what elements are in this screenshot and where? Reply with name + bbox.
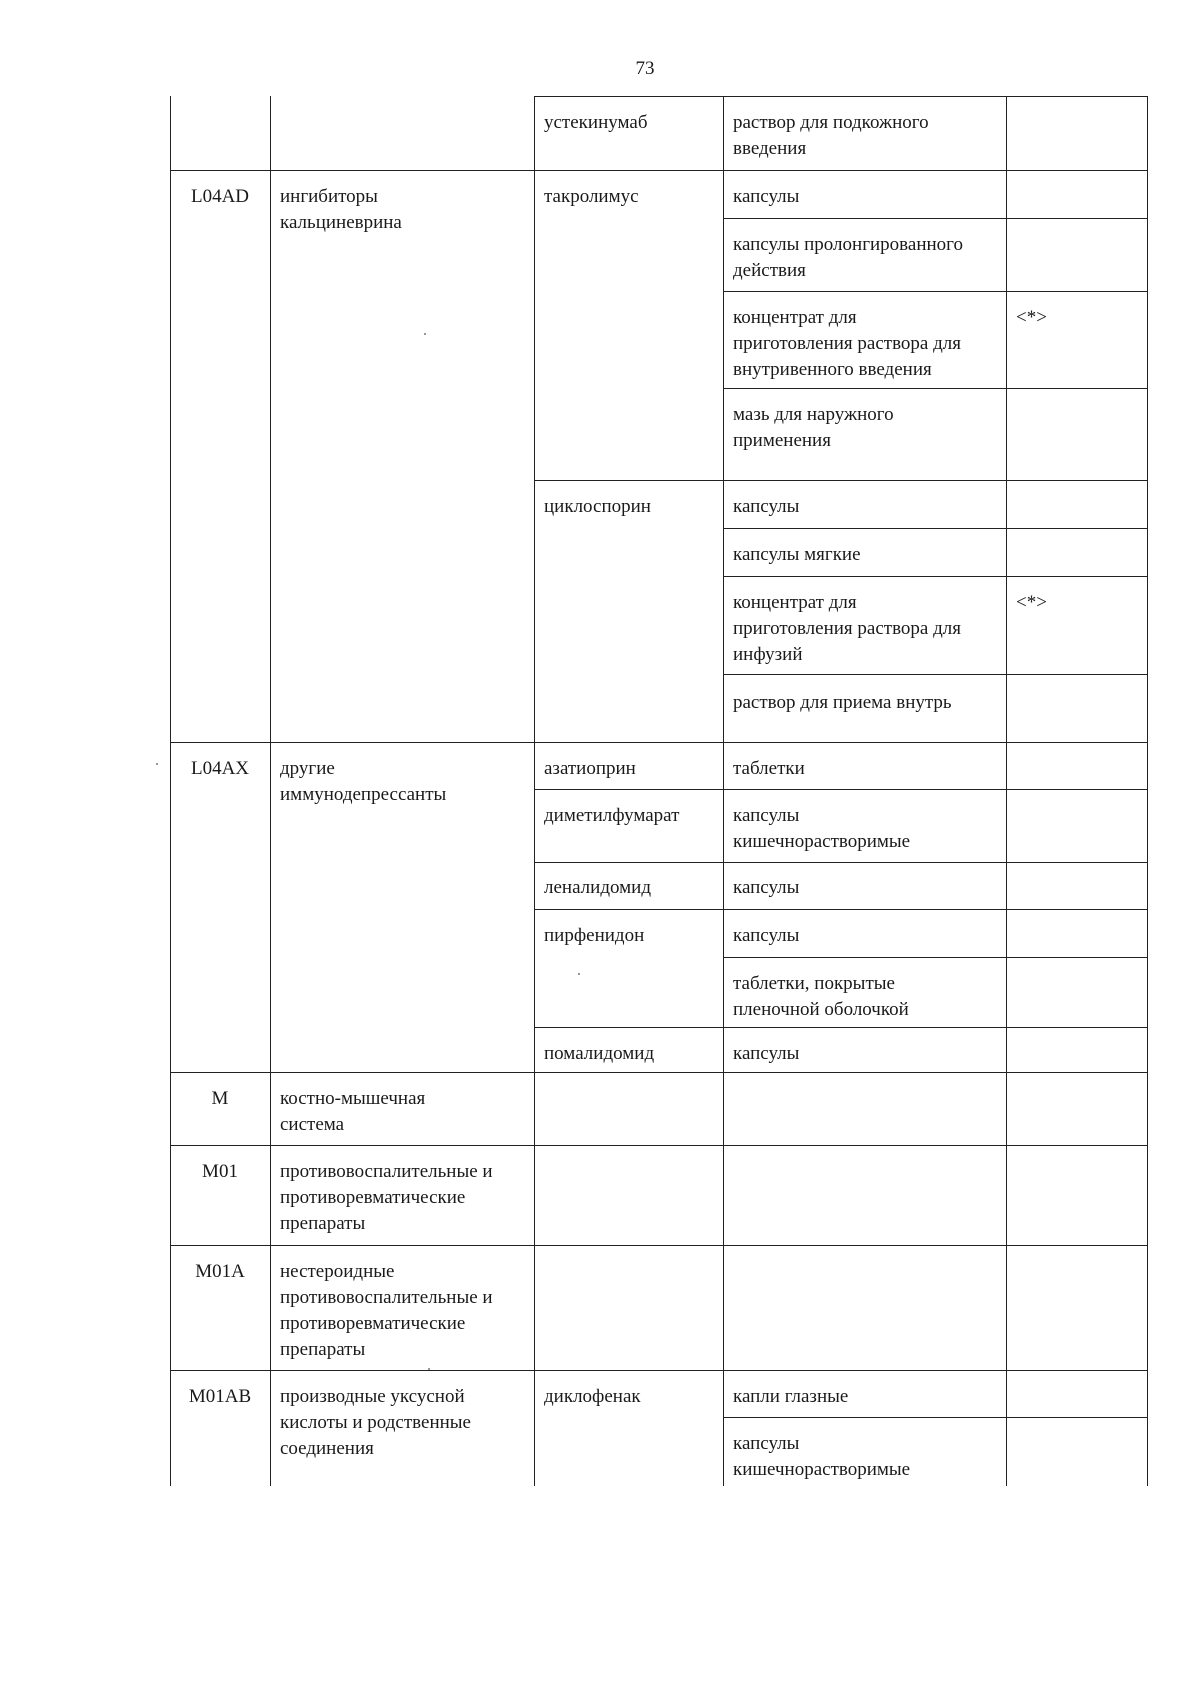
row-line	[170, 1145, 1147, 1146]
dosage-form: капсулы мягкие	[733, 544, 861, 565]
dosage-form: раствор для приема внутрь	[733, 692, 952, 713]
dosage-form: капсулы пролонгированного действия	[733, 234, 963, 281]
dosage-form: раствор для подкожного введения	[733, 112, 929, 159]
atc-code: M01AB	[188, 1386, 252, 1407]
atc-code: M	[211, 1088, 229, 1109]
drug-name: циклоспорин	[544, 496, 651, 517]
dosage-form: концентрат для приготовления раствора для внутривенного введения	[733, 307, 961, 380]
drug-name: помалидомид	[544, 1043, 655, 1064]
row-line	[723, 388, 1147, 389]
atc-group: костно-мышечная система	[280, 1088, 426, 1135]
page-number: 73	[635, 58, 655, 79]
dosage-form: капсулы	[733, 1043, 800, 1064]
row-line	[534, 789, 1147, 790]
drug-name: такролимус	[544, 186, 639, 207]
drug-name: устекинумаб	[544, 112, 648, 133]
row-line	[170, 742, 1147, 743]
col-line-6	[1147, 96, 1148, 1486]
dosage-form: концентрат для приготовления раствора для инфузий	[733, 592, 961, 665]
row-line	[534, 909, 1147, 910]
row-line	[534, 862, 1147, 863]
row-line	[170, 1245, 1147, 1246]
row-line	[723, 957, 1147, 958]
dosage-form: капсулы	[733, 186, 800, 207]
scan-speck	[156, 763, 158, 765]
atc-code: M01A	[195, 1261, 245, 1282]
row-line	[534, 480, 1147, 481]
row-line	[534, 1027, 1147, 1028]
scan-speck	[428, 1368, 430, 1370]
dosage-form: таблетки	[733, 758, 805, 779]
row-line	[723, 674, 1147, 675]
dosage-form: мазь для наружного применения	[733, 404, 894, 451]
note-mark: <*>	[1016, 307, 1047, 328]
drug-name: диклофенак	[544, 1386, 641, 1407]
drug-name: пирфенидон	[544, 925, 645, 946]
atc-group: нестероидные противовоспалительные и противоревматические препараты	[280, 1261, 493, 1360]
row-line	[723, 291, 1147, 292]
row-line	[170, 1370, 1147, 1371]
note-mark: <*>	[1016, 592, 1047, 613]
dosage-form: капсулы кишечнорастворимые	[733, 805, 911, 852]
row-line	[723, 218, 1147, 219]
dosage-form: капсулы кишечнорастворимые	[733, 1433, 911, 1480]
col-line-5	[1006, 96, 1007, 1486]
dosage-form: капсулы	[733, 877, 800, 898]
row-line	[723, 576, 1147, 577]
row-line	[534, 96, 1147, 97]
dosage-form: капсулы	[733, 496, 800, 517]
row-line	[170, 170, 1147, 171]
col-line-2	[270, 96, 271, 1486]
dosage-form: капли глазные	[733, 1386, 849, 1407]
atc-group: ингибиторы кальциневрина	[280, 186, 402, 233]
drug-name: азатиоприн	[544, 758, 636, 779]
row-line	[723, 1417, 1147, 1418]
row-line	[170, 1072, 1147, 1073]
row-line	[723, 528, 1147, 529]
drug-table	[170, 96, 1150, 1486]
atc-group: противовоспалительные и противоревматические препараты	[280, 1161, 493, 1234]
scan-speck	[424, 333, 426, 335]
scan-speck	[578, 973, 580, 975]
atc-group: другие иммунодепрессанты	[280, 758, 447, 805]
atc-code: L04AD	[190, 186, 250, 207]
dosage-form: таблетки, покрытые пленочной оболочкой	[733, 973, 909, 1020]
dosage-form: капсулы	[733, 925, 800, 946]
col-line-4	[723, 96, 724, 1486]
drug-name: диметилфумарат	[544, 805, 680, 826]
atc-group: производные уксусной кислоты и родственные соединения	[280, 1386, 471, 1459]
col-line-3	[534, 96, 535, 1486]
atc-code: M01	[202, 1161, 238, 1182]
drug-name: леналидомид	[544, 877, 651, 898]
atc-code: L04AX	[190, 758, 250, 779]
